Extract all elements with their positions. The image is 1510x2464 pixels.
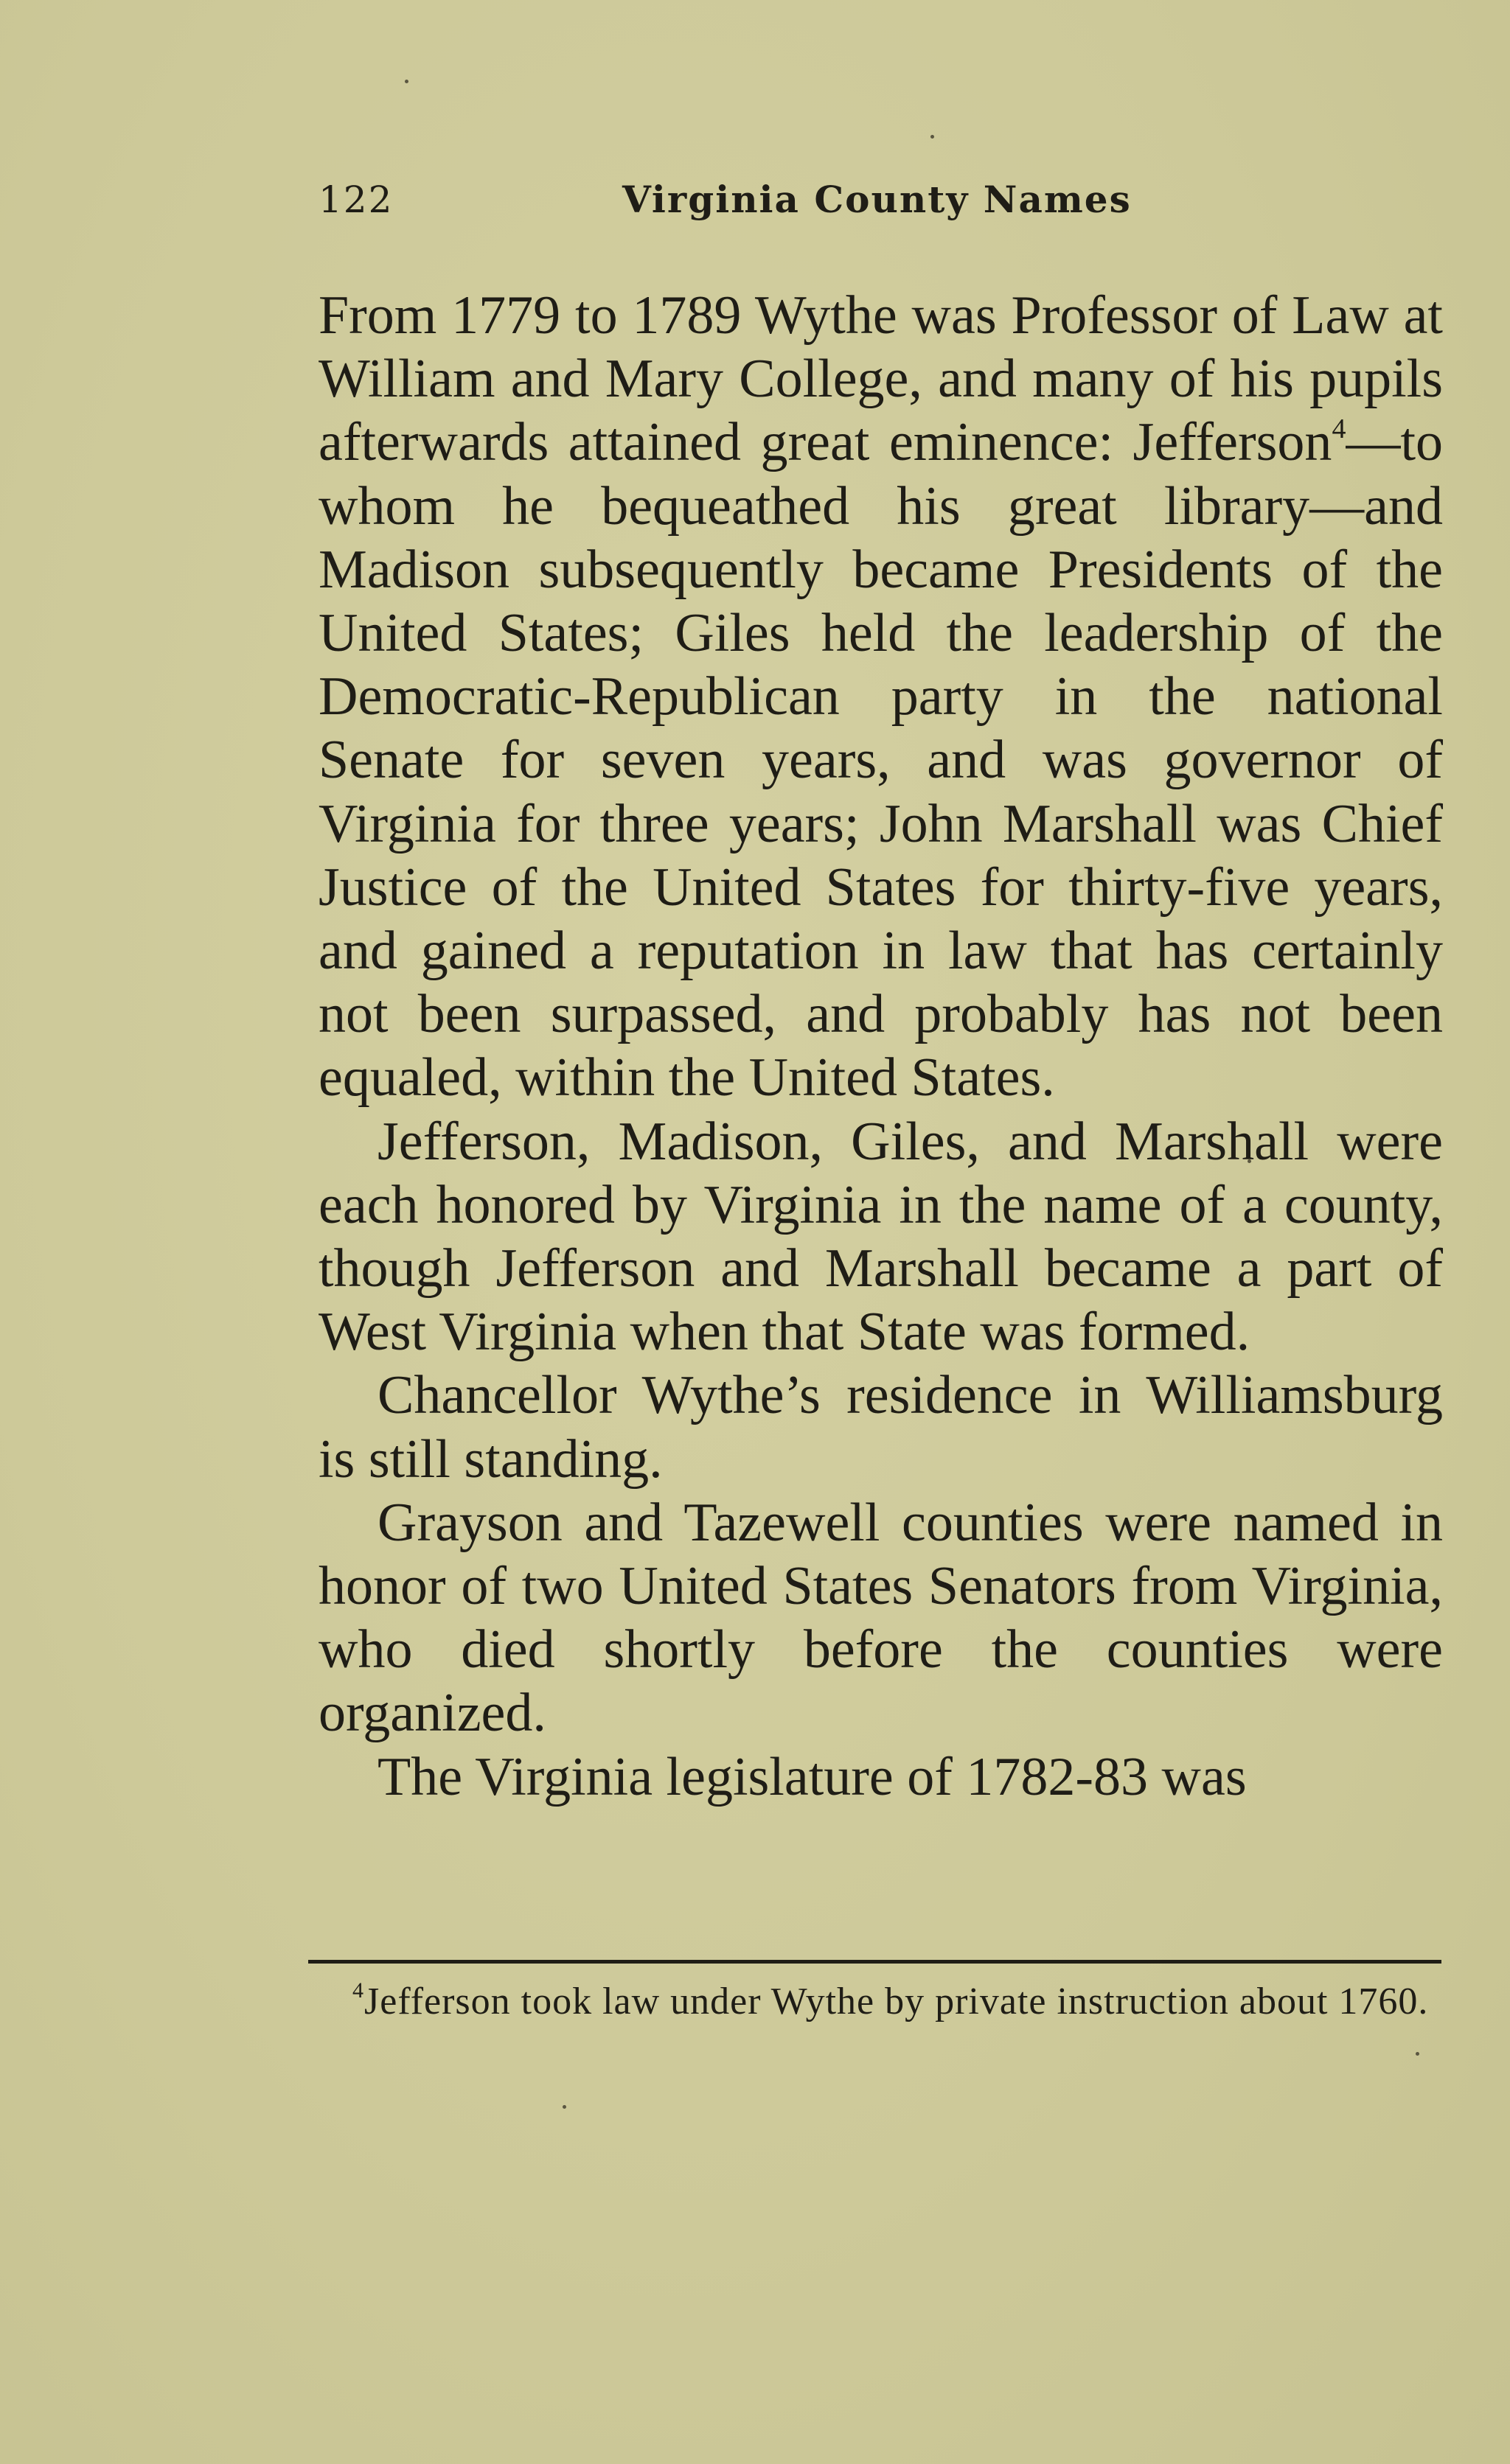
paragraph (319, 284, 1443, 1110)
footnote (308, 1980, 1441, 2024)
paper-speck (930, 135, 934, 139)
paper-speck (1416, 2052, 1419, 2056)
paragraph: Jefferson, Madison, Giles, and Marshall were each honored by Virginia in the name of a county, though Jefferson and Marshall became a part of West Virginia when that State was formed. (319, 1111, 1443, 1363)
page-number: 122 (319, 178, 394, 221)
paragraph-text: —to whom he bequeathed his great library—and Madison subsequently became Presidents of the United States; Giles held the leadership of the Democratic-Republican party in the national Senate for seven years, and was governor of Virginia for three years; John Marshall was Chief Justice of the United States for thirty-five years, and gained a reputation in law that has certainly not been surpassed, and probably has not been equaled, within the United States. (319, 412, 1443, 1109)
running-head (319, 174, 1144, 226)
footnote-text: Jefferson took law under Wythe by private instruction about 1760. (364, 1980, 1429, 2022)
running-title: Virginia County Names (622, 178, 1132, 221)
body-text (319, 284, 1443, 1809)
paper-speck (405, 80, 408, 83)
footnote-reference: 4 (1332, 413, 1346, 445)
paragraph: Chancellor Wythe’s residence in Williamsburg is still standing. (319, 1365, 1443, 1490)
paragraph: Grayson and Tazewell counties were named in honor of two United States Senators from Virginia, who died shortly before the counties were organized. (319, 1492, 1443, 1744)
paragraph: The Virginia legislature of 1782-83 was (378, 1746, 1247, 1807)
footnote-divider (308, 1960, 1441, 1964)
footnote-mark: 4 (352, 1978, 364, 2003)
paragraph-text: From 1779 to 1789 Wythe was Professor of Law at William and Mary College, and many of his pupils afterwards attained great eminence: Jefferson (319, 285, 1443, 473)
paper-speck (563, 2105, 566, 2109)
